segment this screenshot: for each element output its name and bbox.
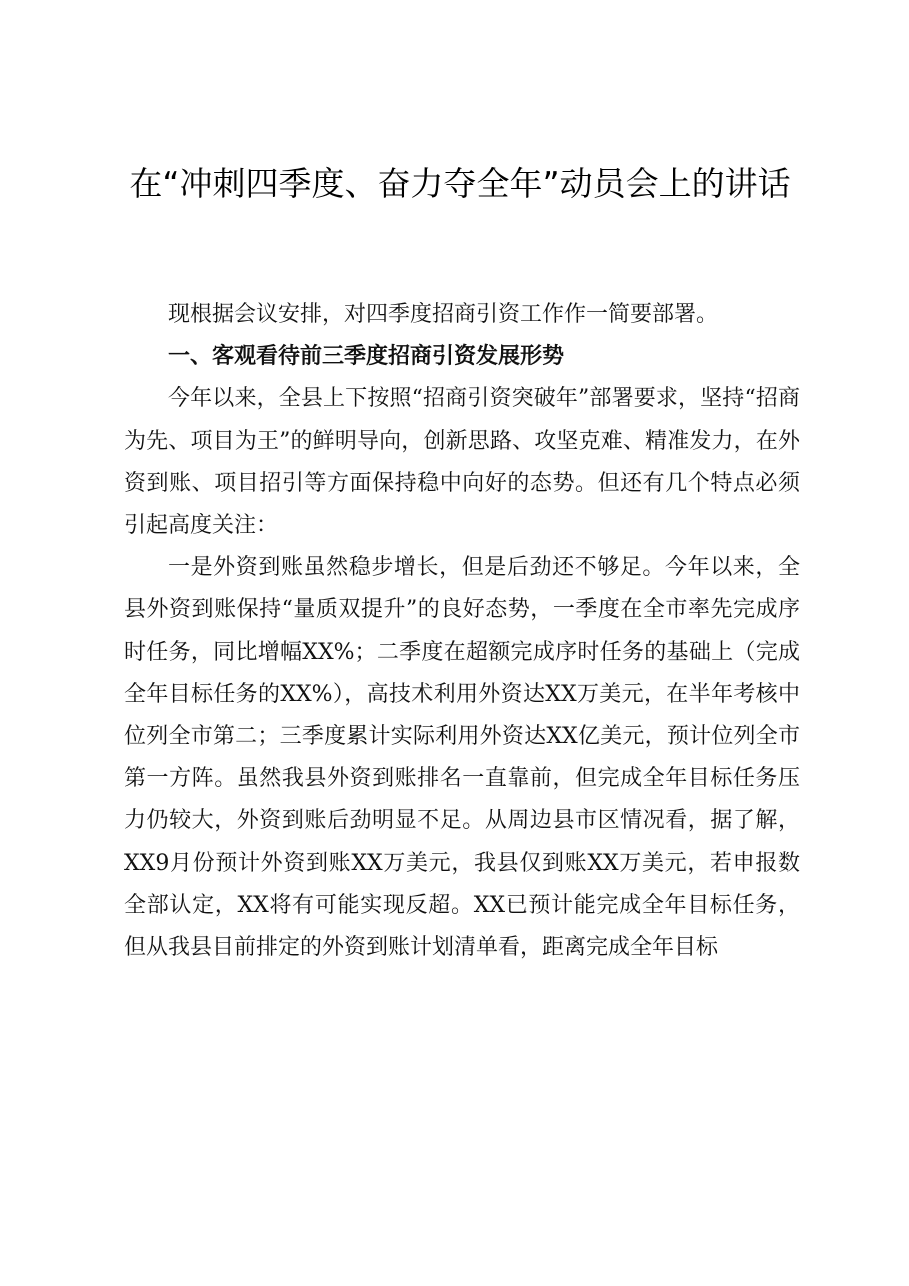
paragraph-overview: 今年以来，全县上下按照“招商引资突破年”部署要求，坚持“招商为先、项目为王”的鲜明导向，创新思路、攻坚克难、精准发力，在外资到账、项目招引等方面保持稳中向好的态势。但还有几个特点必须引起高度关注： xyxy=(124,386,800,539)
document-body xyxy=(124,294,800,969)
paragraph-intro: 现根据会议安排，对四季度招商引资工作作一简要部署。 xyxy=(168,302,719,327)
paragraph-point-one: 一是外资到账虽然稳步增长，但是后劲还不够足。今年以来，全县外资到账保持“量质双提升”的良好态势，一季度在全市率先完成序时任务，同比增幅XX%；二季度在超额完成序时任务的基础上（完成全年目标任务的XX%），高技术利用外资达XX万美元，在半年考核中位列全市第二；三季度累计实际利用外资达XX亿美元，预计位列全市第一方阵。虽然我县外资到账排名一直靠前，但完成全年目标任务压力仍较大，外资到账后劲明显不足。从周边县市区情况看，据了解，XX9月份预计外资到账XX万美元，我县仅到账XX万美元，若申报数全部认定，XX将有可能实现反超。XX已预计能完成全年目标任务，但从我县目前排定的外资到账计划清单看，距离完成全年目标 xyxy=(124,555,800,961)
document-title: 在“冲刺四季度、奋力夺全年”动员会上的讲话 xyxy=(129,164,791,203)
section-heading: 一、客观看待前三季度招商引资发展形势 xyxy=(168,344,565,370)
